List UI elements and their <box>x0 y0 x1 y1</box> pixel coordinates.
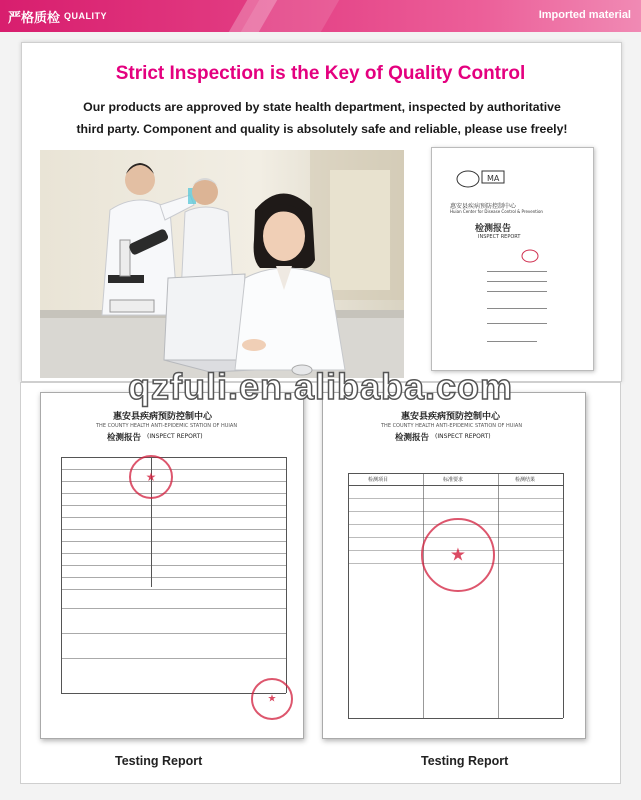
official-stamp: ★ <box>129 455 173 499</box>
report-org-en: THE COUNTY HEALTH ANTI-EPIDEMIC STATION OF HUIAN <box>96 423 238 429</box>
store-watermark: qzfuli.en.alibaba.com <box>127 366 514 407</box>
lab-photo <box>40 150 404 378</box>
cert-field-line <box>487 323 547 324</box>
official-stamp: ★ <box>421 518 495 592</box>
cert-org-zh: 惠安县疾病预防控制中心 <box>450 203 517 210</box>
report-org-zh: 惠安县疾病预防控制中心 <box>113 412 213 422</box>
report-doc-en: (INSPECT REPORT) <box>147 433 203 440</box>
report-doc-zh: 检测报告 <box>395 433 430 443</box>
report-doc-zh: 检测报告 <box>107 433 142 443</box>
report-doc-en: (INSPECT REPORT) <box>435 433 491 440</box>
subline-2: third party. Component and quality is absolutely safe and reliable, please use freely! <box>76 122 568 136</box>
report-col-result: 检测结果 <box>515 477 536 483</box>
certificate-thumbnail <box>431 147 594 371</box>
testing-report-2 <box>322 392 586 739</box>
report-col-item: 检测项目 <box>368 477 389 483</box>
section-title-zh: 严格质检 <box>8 10 61 25</box>
header-decoration-2 <box>241 0 339 32</box>
svg-text:MA: MA <box>487 174 500 183</box>
cert-field-line <box>487 271 547 272</box>
section-header-bar <box>0 0 641 32</box>
cert-field-line <box>487 308 547 309</box>
report-caption-1: Testing Report <box>115 754 203 768</box>
cert-field-line <box>487 291 547 292</box>
report-org-en: THE COUNTY HEALTH ANTI-EPIDEMIC STATION OF HUIAN <box>381 423 523 429</box>
imported-material-label: Imported material <box>538 9 631 21</box>
cert-doc-en: INSPECT REPORT <box>478 234 521 240</box>
testing-report-1 <box>40 392 304 739</box>
report-col-standard: 标准要求 <box>443 477 464 483</box>
headline: Strict Inspection is the Key of Quality Control <box>115 63 526 84</box>
cert-org-en: Huian Center for Disease Control & Prevention <box>450 209 543 214</box>
report-caption-2: Testing Report <box>421 754 509 768</box>
official-stamp: ★ <box>251 678 293 720</box>
cert-doc-zh: 检测报告 <box>475 224 512 234</box>
cert-field-line <box>487 341 537 342</box>
report-org-zh: 惠安县疾病预防控制中心 <box>401 412 501 422</box>
subline-1: Our products are approved by state health department, inspected by authoritative <box>83 100 561 114</box>
section-title-en: QUALITY <box>64 11 107 21</box>
cert-field-line <box>487 281 547 282</box>
